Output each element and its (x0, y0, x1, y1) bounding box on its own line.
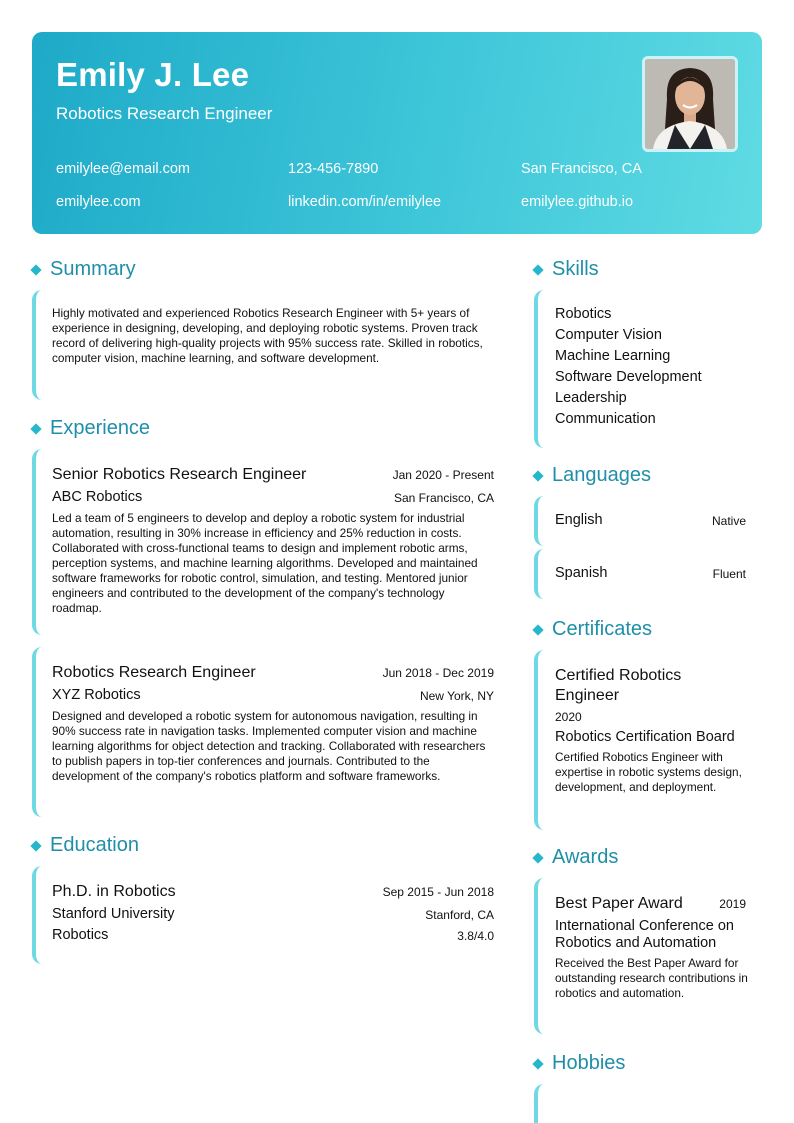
experience-location: New York, NY (419, 689, 494, 703)
language-name: English (555, 512, 603, 528)
section-title-education: Education (32, 834, 139, 857)
section-title-languages: Languages (534, 464, 651, 487)
certificate-year: 2020 (555, 710, 582, 724)
certificate-issuer: Robotics Certification Board (555, 729, 735, 745)
experience-dates: Jun 2018 - Dec 2019 (382, 666, 494, 680)
language-level: Fluent (712, 567, 746, 581)
profile-photo-image (645, 59, 735, 149)
education-gpa: 3.8/4.0 (457, 929, 494, 943)
experience-company: XYZ Robotics (52, 687, 141, 703)
section-title-certificates: Certificates (534, 618, 652, 641)
section-title-hobbies: Hobbies (534, 1052, 625, 1075)
language-name: Spanish (555, 565, 608, 581)
skill-item: Software Development (555, 369, 702, 385)
section-title-summary: Summary (32, 258, 136, 281)
diamond-icon (532, 852, 543, 863)
experience-company: ABC Robotics (52, 489, 143, 505)
section-title-awards: Awards (534, 846, 618, 869)
contact-location: San Francisco, CA (521, 161, 642, 177)
contact-email[interactable]: emilylee@email.com (56, 161, 190, 177)
education-school: Stanford University (52, 906, 175, 922)
diamond-icon (30, 840, 41, 851)
skill-item: Leadership (555, 390, 627, 406)
experience-location: San Francisco, CA (393, 491, 494, 505)
section-title-experience: Experience (32, 417, 150, 440)
summary-text: Highly motivated and experienced Robotics Research Engineer with 5+ years of experience in designing, developing, and deploying robotic systems. Proven track record of delivering high-quality projects with 95% success rate. Skilled in robotics, computer vision, machine learning, and software development. (52, 306, 483, 365)
header-banner (32, 32, 762, 234)
education-field: Robotics (52, 927, 109, 943)
diamond-icon (532, 264, 543, 275)
award-event: International Conference on (555, 918, 734, 934)
diamond-icon (30, 423, 41, 434)
education-location: Stanford, CA (425, 908, 494, 922)
certificate-name-cont: Engineer (555, 687, 620, 704)
experience-description: Designed and developed a robotic system for autonomous navigation, resulting in 90% success rate in navigation tasks. Implemented computer vision and machine learning algorithms for object detection and tracking. Collaborated with researchers to publish papers in top-tier conferences and journals. Contributed to the development of the company's robotics platform and software frameworks. (52, 709, 486, 783)
award-description: Received the Best Paper Award for outstanding research contributions in robotics and automation. (555, 956, 748, 1000)
education-dates: Sep 2015 - Jun 2018 (382, 885, 494, 899)
experience-dates: Jan 2020 - Present (392, 468, 494, 482)
contact-phone: 123-456-7890 (288, 161, 379, 177)
candidate-name: Emily J. Lee (56, 56, 250, 93)
profile-photo (642, 56, 738, 152)
experience-description: Led a team of 5 engineers to develop and deploy a robotic system for industrial automation, resulting in 30% increase in efficiency and 25% reduction in costs. Collaborated with cross-functional teams to design and implement robotic arms, perception systems, and machine learning algorithms. Developed and maintained software frameworks for robotic control, simulation, and testing. Mentored junior engineers and contributed to the development of the company's technology roadmap. (52, 511, 478, 615)
contact-github[interactable]: emilylee.github.io (521, 194, 634, 210)
skill-item: Communication (555, 411, 656, 427)
section-title-skills: Skills (534, 258, 599, 281)
experience-position: Senior Robotics Research Engineer (52, 466, 307, 483)
diamond-icon (30, 264, 41, 275)
skill-item: Computer Vision (555, 327, 662, 343)
experience-position: Robotics Research Engineer (52, 664, 256, 681)
hobbies-block (534, 1084, 762, 1123)
award-event-cont: Robotics and Automation (555, 935, 717, 951)
award-year: 2019 (719, 897, 746, 911)
education-degree: Ph.D. in Robotics (52, 883, 176, 900)
diamond-icon (532, 470, 543, 481)
skill-item: Robotics (555, 306, 612, 322)
candidate-role: Robotics Research Engineer (56, 104, 273, 123)
diamond-icon (532, 1058, 543, 1069)
diamond-icon (532, 624, 543, 635)
certificate-description: Certified Robotics Engineer with expertise in robotic systems design, development, and deployment. (555, 750, 742, 794)
contact-website[interactable]: emilylee.com (56, 194, 141, 210)
award-name: Best Paper Award (555, 895, 683, 912)
certificate-name: Certified Robotics (555, 667, 682, 684)
contact-linkedin[interactable]: linkedin.com/in/emilylee (288, 194, 442, 210)
skill-item: Machine Learning (555, 348, 671, 364)
language-level: Native (711, 514, 746, 528)
